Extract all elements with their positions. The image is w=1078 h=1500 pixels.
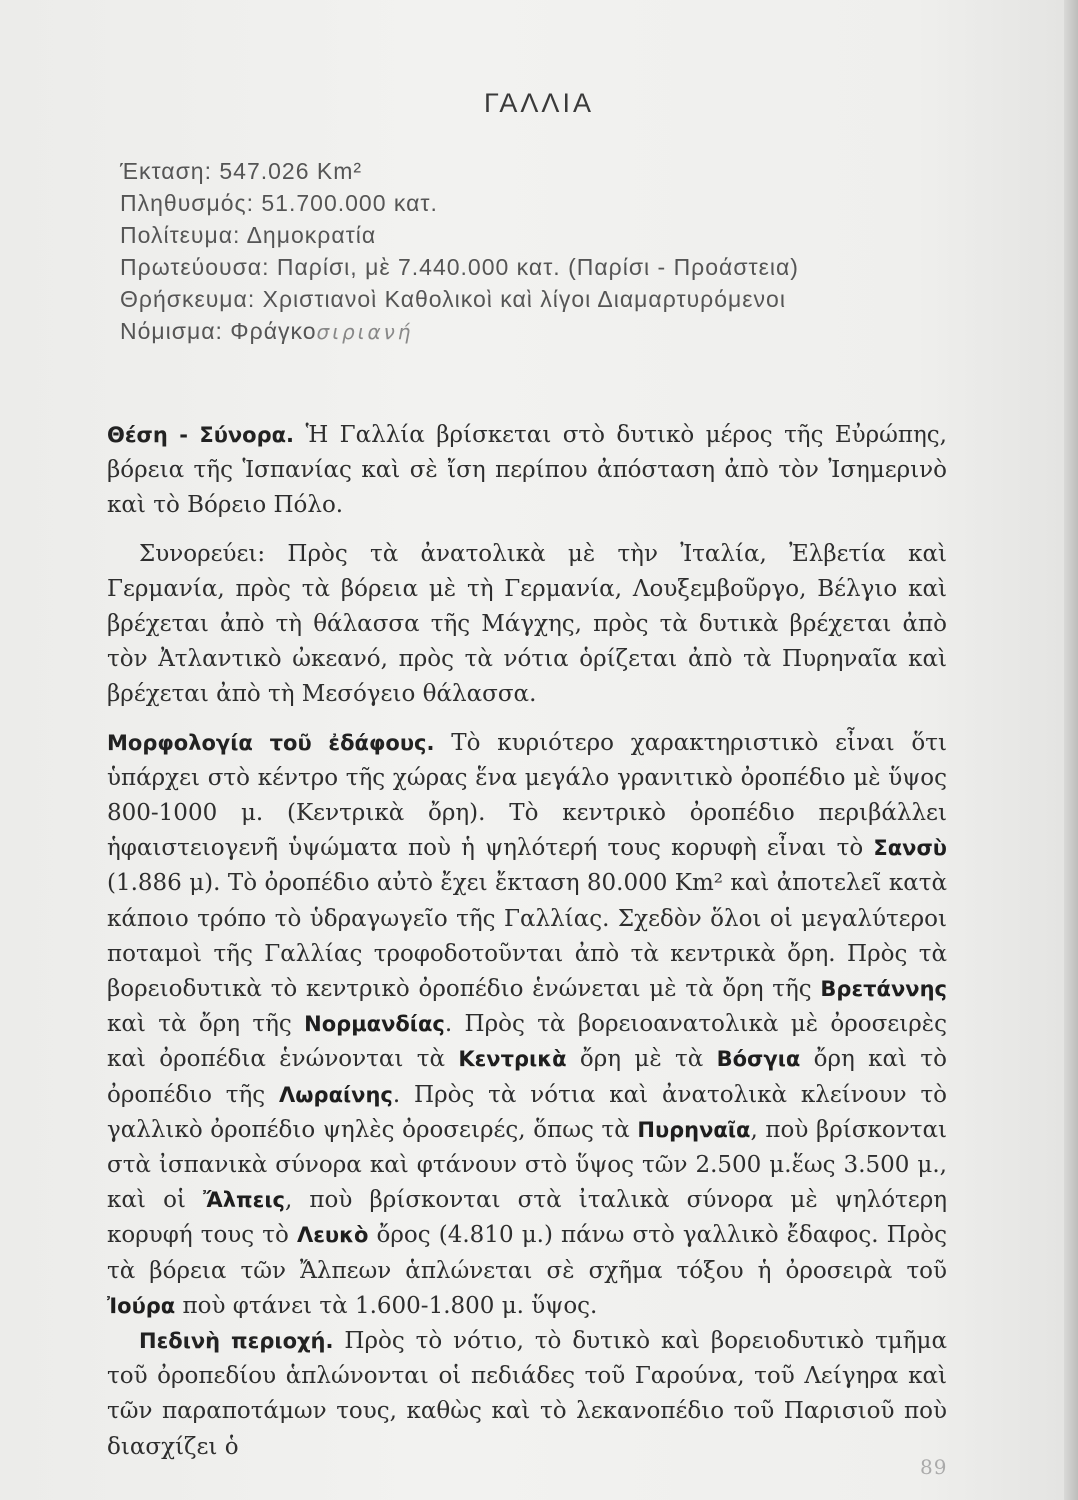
text-run: καὶ τὰ ὄρη τῆς	[107, 1011, 305, 1038]
fact-area: Έκταση: 547.026 Km²	[120, 158, 363, 184]
text-run: Τὸ κυριότερο χαρακτηριστικὸ εἶναι ὅτι ὑπάρχει στὸ κέντρο τῆς χώρας ἕνα μεγάλο γρανιτικὸ ὀροπέδιο μὲ ὕψος 800-1000 μ. (Κεντρικὰ ὄρη). Τὸ κεντρικὸ ὀροπέδιο περιβάλλει ἡφαιστειογενῆ ὑψώματα ποὺ ἡ ψηλότερή τους κορυφὴ εἶναι τὸ	[107, 729, 948, 862]
article-body	[107, 418, 947, 1465]
text-run: (1.886 μ). Τὸ ὀροπέδιο αὐτὸ ἔχει ἔκταση 80.000 Km² καὶ ἀποτελεῖ κατὰ κάποιο τρόπο τὸ ὑδραγωγεῖο τῆς Γαλλίας. Σχεδὸν ὅλοι οἱ μεγαλύτεροι ποταμοὶ τῆς Γαλλίας τροφοδοτοῦνται ἀπὸ τὰ κεντρικὰ ὄρη. Πρὸς τὰ βορειοδυτικὰ τὸ κεντρικὸ ὀροπέδιο ἑνώνεται μὲ τὰ ὄρη τῆς	[107, 870, 947, 1003]
text-run: ὄρος (4.810 μ.) πάνω στὸ γαλλικὸ ἔδαφος. Πρὸς τὰ βόρεια τῶν Ἄλπεων ἁπλώνεται σὲ σχῆμα τόξου ἡ ὀροσειρὰ τοῦ	[107, 1222, 947, 1284]
fact-government: Πολίτευμα: Δημοκρατία	[120, 222, 377, 248]
section-heading: Μορφολογία τοῦ ἐδάφους.	[107, 730, 435, 755]
fact-currency: Νόμισμα: Φράγκοσιριανή	[120, 318, 414, 344]
text-run: , ποὺ βρίσκονται στὰ ἰσπανικὰ σύνορα καὶ φτάνουν στὸ ὕψος τῶν 2.500 μ.ἕως 3.500 μ., καὶ οἱ	[107, 1116, 947, 1214]
handwritten-note: σιριανή	[316, 320, 414, 344]
fact-label: Πολίτευμα	[120, 222, 234, 248]
page-edge-shadow	[1064, 0, 1078, 1500]
place-name: Σανσὺ	[873, 836, 947, 861]
fact-population: Πληθυσμός: 51.700.000 κατ.	[120, 190, 438, 216]
place-name: Ἰούρα	[107, 1293, 176, 1318]
fact-value: Φράγκο	[230, 318, 317, 344]
place-name: Πυρηναῖα	[637, 1117, 751, 1142]
fact-label: Πρωτεύουσα	[120, 254, 263, 280]
place-name: Βόσγια	[716, 1047, 801, 1072]
section-heading: Θέση - Σύνορα.	[107, 423, 295, 447]
section-position	[107, 418, 947, 524]
page-title: ΓΑΛΛΙΑ	[484, 88, 594, 118]
fact-value: Παρίσι, μὲ 7.440.000 κατ. (Παρίσι - Προάστεια)	[276, 254, 799, 280]
place-name: Λωραίνης	[279, 1082, 393, 1107]
place-name: Ἄλπεις	[203, 1188, 285, 1213]
section-plain	[107, 1324, 947, 1465]
text-run: ὄρη μὲ τὰ	[566, 1046, 717, 1073]
paragraph-text: Συνορεύει: Πρὸς τὰ ἀνατολικὰ μὲ τὴν Ἰταλία, Ἐλβετία καὶ Γερμανία, πρὸς τὰ βόρεια μὲ τὴ Γερμανία, Λουξεμβοῦργο, Βέλγιο καὶ βρέχεται ἀπὸ τὴ θάλασσα τῆς Μάγχης, πρὸς τὰ δυτικὰ βρέχεται ἀπὸ τὸν Ἀτλαντικὸ ὠκεανό, πρὸς τὰ νότια ὁρίζεται ἀπὸ τὰ Πυρηναῖα καὶ βρέχεται ἀπὸ τὴ Μεσόγειο θάλασσα.	[107, 540, 947, 708]
section-morphology	[107, 726, 947, 1324]
section-heading: Πεδινὴ περιοχή.	[139, 1329, 334, 1354]
place-name: Βρετάννης	[820, 977, 947, 1002]
place-name: Κεντρικὰ	[458, 1047, 567, 1072]
page-number: 89	[920, 1455, 948, 1479]
fact-label: Θρήσκευμα	[120, 286, 248, 312]
fact-label: Πληθυσμός	[120, 190, 247, 216]
place-name: Λευκὸ	[296, 1223, 369, 1248]
fact-value: 51.700.000 κατ.	[261, 190, 438, 216]
text-run: ποὺ φτάνει τὰ 1.600-1.800 μ. ὕψος.	[175, 1292, 598, 1319]
text-run: . Πρὸς τὰ νότια καὶ ἀνατολικὰ κλείνουν τὸ γαλλικὸ ὀροπέδιο ψηλὲς ὀροσειρές, ὅπως τὰ	[107, 1081, 948, 1143]
country-facts	[120, 155, 980, 347]
fact-religion: Θρήσκευμα: Χριστιανοὶ Καθολικοὶ καὶ λίγοι Διαμαρτυρόμενοι	[120, 286, 786, 312]
fact-value: 547.026 Km²	[219, 158, 363, 184]
fact-label: Νόμισμα	[120, 318, 216, 344]
text-run: . Πρὸς τὰ βορειοανατολικὰ μὲ ὀροσειρὲς καὶ ὀροπέδια ἑνώνονται τὰ	[107, 1011, 947, 1073]
text-run: ὄρη καὶ τὸ ὀροπέδιο τῆς	[107, 1046, 947, 1108]
fact-value: Δημοκρατία	[246, 222, 377, 248]
paragraph-borders	[107, 537, 947, 713]
section-text: Πρὸς τὸ νότιο, τὸ δυτικὸ καὶ βορειοδυτικὸ τμῆμα τοῦ ὀροπεδίου ἁπλώνονται οἱ πεδιάδες τοῦ Γαρούνα, τοῦ Λείγηρα καὶ τῶν παραποτάμων τους, καθὼς καὶ τὸ λεκανοπέδιο τοῦ Παρισιοῦ ποὺ διασχίζει ὁ	[107, 1328, 947, 1460]
fact-value: Χριστιανοὶ Καθολικοὶ καὶ λίγοι Διαμαρτυρόμενοι	[262, 286, 786, 312]
place-name: Νορμανδίας	[304, 1012, 445, 1037]
fact-capital: Πρωτεύουσα: Παρίσι, μὲ 7.440.000 κατ. (Παρίσι - Προάστεια)	[120, 254, 799, 280]
fact-label: Έκταση	[120, 158, 205, 184]
text-run: , ποὺ βρίσκονται στὰ ἰταλικὰ σύνορα μὲ ψηλότερη κορυφή τους τὸ	[107, 1187, 948, 1249]
section-text: Ἡ Γαλλία βρίσκεται στὸ δυτικὸ μέρος τῆς Εὐρώπης, βόρεια τῆς Ἱσπανίας καὶ σὲ ἴση περίπου ἀπόσταση ἀπὸ τὸν Ἰσημερινὸ καὶ τὸ Βόρειο Πόλο.	[107, 422, 947, 519]
